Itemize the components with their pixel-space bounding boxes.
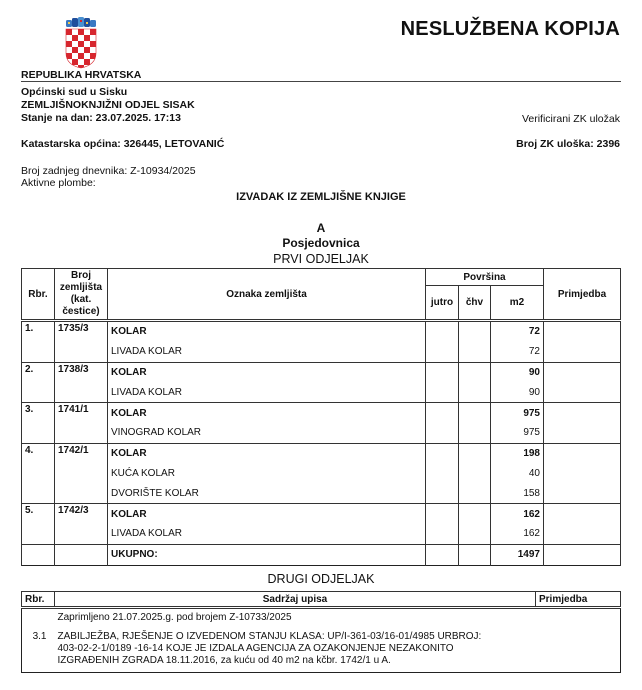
col-header-m2: m2 — [491, 286, 544, 321]
parcel-number: 1735/3 — [55, 321, 108, 363]
parcel-number: 1742/3 — [55, 504, 108, 545]
note-cell — [544, 504, 621, 524]
parcel-part-row — [22, 464, 621, 484]
jutro-cell — [426, 483, 459, 503]
jutro-cell — [426, 464, 459, 484]
checker-square — [72, 59, 78, 65]
checker-square — [66, 47, 72, 53]
part-name: LIVADA KOLAR — [108, 342, 426, 362]
parcel-rbr: 5. — [22, 504, 55, 545]
crown — [66, 17, 96, 27]
note-cell — [544, 443, 621, 463]
chv-cell — [459, 403, 491, 423]
parcel-name: KOLAR — [108, 504, 426, 524]
header-divider — [21, 81, 621, 82]
checker-square — [78, 29, 84, 35]
col-header-jutro: jutro — [426, 286, 459, 321]
part-name: KUĆA KOLAR — [108, 464, 426, 484]
col-header-rbr-2: Rbr. — [22, 592, 55, 608]
department-name: ZEMLJIŠNOKNJIŽNI ODJEL SISAK — [21, 99, 195, 111]
note-cell — [544, 524, 621, 544]
part-name: LIVADA KOLAR — [108, 524, 426, 544]
note-cell — [544, 362, 621, 382]
jutro-cell — [426, 524, 459, 544]
extract-title: IZVADAK IZ ZEMLJIŠNE KNJIGE — [236, 191, 406, 203]
parcel-number: 1738/3 — [55, 362, 108, 403]
col-header-rbr: Rbr. — [22, 269, 55, 321]
parcel-header-line: čestice) — [62, 306, 100, 317]
checker-square — [66, 35, 72, 41]
state-date: Stanje na dan: 23.07.2025. 17:13 — [21, 112, 181, 124]
jutro-cell — [426, 321, 459, 342]
checker-square — [78, 53, 84, 59]
section-name: Posjedovnica — [282, 236, 360, 250]
chv-cell — [459, 382, 491, 402]
entry-text-line: 403-02-2-1/0189 -16-14 KOJE JE IZDALA AGENCIJA ZA OZAKONJENJE NEZAKONITO — [57, 643, 454, 654]
col-header-note: Primjedba — [544, 269, 621, 321]
part-m2: 158 — [491, 483, 544, 503]
parcel-name: KOLAR — [108, 362, 426, 382]
croatian-coat-of-arms-icon — [64, 17, 98, 69]
chv-cell — [459, 362, 491, 382]
checker-square — [66, 29, 72, 35]
court-info — [21, 86, 195, 125]
total-m2: 1497 — [491, 544, 544, 565]
chv-cell — [459, 342, 491, 362]
parcel-name: KOLAR — [108, 443, 426, 463]
section-letter: A — [316, 221, 326, 235]
entry-text-line: ZABILJEŽBA, RJEŠENJE O IZVEDENOM STANJU KLASA: UP/I-361-03/16-01/4985 URBROJ: — [57, 631, 482, 642]
cadastral-municipality: Katastarska općina: 326445, LETOVANIĆ — [21, 138, 225, 150]
parcel-rbr: 3. — [22, 403, 55, 444]
parcel-header-line: zemljišta — [59, 282, 103, 293]
checker-square — [72, 53, 78, 59]
parcel-header-line: (kat. — [70, 294, 92, 305]
note-cell — [544, 403, 621, 423]
possession-table — [21, 268, 621, 566]
checker-square — [66, 41, 72, 47]
jutro-cell — [426, 382, 459, 402]
note-cell — [544, 464, 621, 484]
court-name: Općinski sud u Sisku — [21, 86, 128, 98]
empty-cell — [55, 544, 108, 565]
chv-cell — [459, 464, 491, 484]
parcel-m2: 975 — [491, 403, 544, 423]
part-name: LIVADA KOLAR — [108, 382, 426, 402]
chv-cell — [459, 544, 491, 565]
subsection-title-2: DRUGI ODJELJAK — [267, 572, 375, 586]
entry-number: 3.1 — [32, 631, 47, 642]
parcel-part-row — [22, 342, 621, 362]
note-cell — [544, 342, 621, 362]
part-m2: 72 — [491, 342, 544, 362]
entry-row — [22, 631, 621, 673]
chv-cell — [459, 504, 491, 524]
parcel-part-row — [22, 382, 621, 402]
received-text: Zaprimljeno 21.07.2025.g. pod brojem Z-10733/2025 — [57, 612, 292, 623]
country-name: REPUBLIKA HRVATSKA — [21, 69, 142, 81]
journal-info — [21, 165, 196, 189]
unofficial-copy-title: NESLUŽBENA KOPIJA — [400, 18, 620, 40]
zk-number: Broj ZK uloška: 2396 — [516, 138, 620, 150]
checker-square — [78, 47, 84, 53]
checker-square — [78, 35, 84, 41]
part-m2: 975 — [491, 423, 544, 443]
parcel-part-row — [22, 483, 621, 503]
parcel-header-line: Broj — [71, 270, 91, 281]
checker-square — [90, 29, 96, 35]
parcel-rbr: 4. — [22, 443, 55, 503]
parcel-row — [22, 321, 621, 342]
checker-square — [90, 47, 96, 53]
checker-square — [84, 41, 90, 47]
parcel-rbr: 2. — [22, 362, 55, 403]
total-row — [22, 544, 621, 565]
chv-cell — [459, 443, 491, 463]
parcel-part-row — [22, 524, 621, 544]
empty-cell — [536, 608, 621, 632]
note-cell — [544, 544, 621, 565]
parcel-row — [22, 362, 621, 382]
entry-text — [55, 631, 536, 673]
parcel-m2: 72 — [491, 321, 544, 342]
entry-text-line: IZGRAĐENIH ZGRADA 18.11.2016, za kuću od 40 m2 na kčbr. 1742/1 u A. — [57, 655, 391, 666]
checker-square — [72, 41, 78, 47]
entry-note — [536, 631, 621, 673]
checkerboard-shield — [66, 29, 96, 69]
parcel-m2: 90 — [491, 362, 544, 382]
checker-square — [72, 47, 78, 53]
parcel-row — [22, 403, 621, 423]
checker-square — [84, 35, 90, 41]
parcel-name: KOLAR — [108, 403, 426, 423]
chv-cell — [459, 524, 491, 544]
parcel-m2: 198 — [491, 443, 544, 463]
jutro-cell — [426, 362, 459, 382]
jutro-cell — [426, 504, 459, 524]
entries-table — [21, 591, 621, 673]
subsection-title-1: PRVI ODJELJAK — [273, 252, 369, 266]
chv-cell — [459, 321, 491, 342]
parcel-m2: 162 — [491, 504, 544, 524]
col-header-area: Površina — [426, 269, 544, 286]
checker-square — [84, 53, 90, 59]
empty-cell — [22, 544, 55, 565]
col-header-content: Sadržaj upisa — [55, 592, 536, 608]
col-header-chv: čhv — [459, 286, 491, 321]
parcel-number: 1742/1 — [55, 443, 108, 503]
jutro-cell — [426, 342, 459, 362]
parcel-row — [22, 504, 621, 524]
checker-square — [84, 29, 90, 35]
part-name: DVORIŠTE KOLAR — [108, 483, 426, 503]
checker-square — [72, 35, 78, 41]
part-m2: 162 — [491, 524, 544, 544]
empty-cell — [22, 608, 55, 632]
checker-square — [84, 47, 90, 53]
checker-square — [78, 59, 84, 65]
last-journal-number: Broj zadnjeg dnevnika: Z-10934/2025 — [21, 165, 196, 177]
col-header-designation: Oznaka zemljišta — [108, 269, 426, 321]
note-cell — [544, 321, 621, 342]
parcel-part-row — [22, 423, 621, 443]
note-cell — [544, 382, 621, 402]
received-row — [22, 608, 621, 632]
parcel-number: 1741/1 — [55, 403, 108, 444]
col-header-parcel — [55, 269, 108, 321]
checker-square — [90, 35, 96, 41]
verified-label: Verificirani ZK uložak — [521, 113, 620, 125]
part-m2: 40 — [491, 464, 544, 484]
chv-cell — [459, 483, 491, 503]
part-m2: 90 — [491, 382, 544, 402]
checker-square — [72, 29, 78, 35]
jutro-cell — [426, 544, 459, 565]
checker-square — [90, 41, 96, 47]
total-label: UKUPNO: — [108, 544, 426, 565]
active-seals: Aktivne plombe: — [21, 177, 96, 189]
jutro-cell — [426, 423, 459, 443]
parcel-rbr: 1. — [22, 321, 55, 363]
parcel-name: KOLAR — [108, 321, 426, 342]
col-header-note-2: Primjedba — [536, 592, 621, 608]
jutro-cell — [426, 443, 459, 463]
chv-cell — [459, 423, 491, 443]
checker-square — [84, 59, 90, 65]
checker-square — [78, 41, 84, 47]
note-cell — [544, 483, 621, 503]
parcel-row — [22, 443, 621, 463]
jutro-cell — [426, 403, 459, 423]
part-name: VINOGRAD KOLAR — [108, 423, 426, 443]
note-cell — [544, 423, 621, 443]
